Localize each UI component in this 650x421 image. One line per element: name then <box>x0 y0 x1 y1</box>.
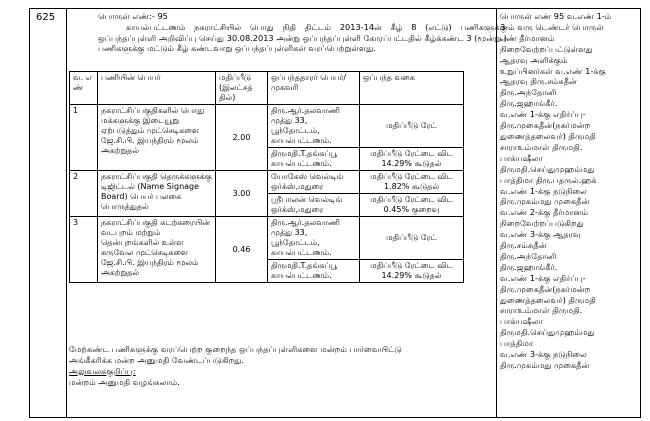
resolution-line: வ.எண் 1-க்கு நடுநிலை <box>500 185 587 196</box>
resolution-column <box>500 11 640 371</box>
row-sno: 2 <box>70 171 98 217</box>
resolution-line: திரு.முகம்மது முகைதீன் <box>500 196 590 207</box>
resolution-line: துணைத்தலைவர்) திருமதி <box>500 130 596 141</box>
footer-line: அலுவலககுறிப்பு: <box>69 365 136 376</box>
resolution-line: உறுப்பினர்கள் வ.எண் 1-க்கு <box>500 65 606 76</box>
row-work: நகராட்சிப்பகுதி கடற்கரையின் வடபுறம் மற்றும் தென்புறங்களில் உள்ள கருவேல முட்செடிகளை ஜே.சி.பி. இயந்திரம் மூலம் அகற்றுதல் <box>98 217 216 283</box>
resolution-line: ஆதரவு திரு.சம்சுதீன் <box>500 76 577 87</box>
resolution-line: வ.எண் 3-க்கு ஆதரவு <box>500 229 581 240</box>
bid-contractor: திருமதி.T.தங்கப்பூ காயல்பட்டணம். <box>268 260 360 283</box>
resolution-line: பாத்திமா <box>500 338 534 349</box>
resolution-line: திரு.முகைதீன்(நகர்மன்ற <box>500 120 591 131</box>
table-row <box>70 217 464 260</box>
resolution-line: பாத்திமா திரு.பதருல்.ஹக் <box>500 174 597 185</box>
resolution-line: திருமதி.செய்துமுஹம்மது <box>500 327 595 338</box>
row-estimate: 2.00 <box>216 105 268 171</box>
row-sno: 3 <box>70 217 98 283</box>
header-sno: வ. எ ண் <box>70 72 98 105</box>
resolution-line: நிறைவேற்றப்படுகிறது <box>500 218 584 229</box>
header-type: ஒப்பந்த வகை <box>360 72 464 105</box>
resolution-line: பொருள் எண் 95 வ.எண் 1-ம் <box>500 11 612 21</box>
item-number: 625 <box>36 12 56 23</box>
row-estimate: 0.46 <box>216 217 268 283</box>
resolution-line: வ.எண் 2-க்கு தீர்மானம் <box>500 207 589 218</box>
column-divider-left <box>66 9 67 417</box>
bid-type: மதிப்பீடு ரேட்டை விட 1.82% கூடுதல் <box>360 171 464 194</box>
resolution-line: பாக்யஷீலா <box>500 316 543 327</box>
row-estimate: 3.00 <box>216 171 268 217</box>
bid-type: மதிப்பீடு ரேட் <box>360 105 464 148</box>
bid-contractor: ஸ்ரீபாலன் வெல்டிங் ஒர்க்ஸ்,மதுரை <box>268 194 360 217</box>
column-divider-right <box>496 9 497 417</box>
footer-line: அங்கீகரிக்க மன்ற அனுமதி வேண்டப்படுகிறது. <box>69 354 244 365</box>
resolution-line: சாராஉம்மாள் திருமதி. <box>500 305 583 316</box>
bid-type: மதிப்பீடு ரேட்டை விட 0.45% குறைவு <box>360 194 464 217</box>
bid-type: மதிப்பீடு ரேட்டை விட 14.29% கூடுதல் <box>360 148 464 171</box>
resolution-line: திரு.ஜஹாங்கீர். <box>500 261 558 272</box>
resolution-line: திரு.சம்சுதீன் <box>500 240 547 251</box>
resolution-line: திரு.அந்தோனி <box>500 250 557 261</box>
resolution-line: வ.எண் 1-க்கு எதிர்ப்பு- <box>500 109 586 120</box>
resolution-line: திரு.ஜஹாங்கீர். <box>500 98 558 109</box>
header-contractor: ஒப்பந்ததாரர் பெயர்/ முகவரி <box>268 72 360 105</box>
subject-heading: பொருள் எண்:- 95 <box>98 11 168 21</box>
bid-type: மதிப்பீடு ரேட்டை விட 14.29% கூடுதல் <box>360 260 464 283</box>
resolution-line: வ.எண் 1-க்கு எதிர்ப்பு- <box>500 272 586 283</box>
header-work: பணியின் பெயர் <box>98 72 216 105</box>
resolution-line: 3-ம் வரு டெண்டர் பொருள் <box>500 21 604 32</box>
resolution-line: பாக்யஷீலா <box>500 152 543 163</box>
resolution-line: ஆதரவு அளிக்கும் <box>500 54 568 65</box>
footer-line: மேற்கண்ட பணிகளுக்கு வரப்பெற்ற குறைந்த ஒப்பந்தப்புள்ளிகளை மன்றம் பார்வையிட்டு <box>69 344 402 354</box>
row-sno: 1 <box>70 105 98 171</box>
record-frame <box>29 8 641 418</box>
header-estimate: மதிப்பீடு (இலட்சத் தில்) <box>216 72 268 105</box>
bid-contractor: திரு.ஆர்.தலவாணி முத்து 33, பூந்தோட்டம், காயல்பட்டணம். <box>268 217 360 260</box>
resolution-line: திரு.முகம்மது முகைதீன் <box>500 360 590 370</box>
agenda-footer <box>69 344 478 388</box>
bid-contractor: திரு.ஆர்.தலவாணி முத்து 33, பூந்தோட்டம், காயல்பட்டணம். <box>268 105 360 148</box>
row-work: நகராட்சிப்பகுதிகளில் பொது மக்களுக்கு இடையூறு ஏற்படுத்தும் முட்செடிகளை ஜே.சி.பி. இயந்திரம் மூலம் அகற்றுதல் <box>98 105 216 171</box>
table-row <box>70 171 464 194</box>
tender-table <box>69 71 464 283</box>
bid-contractor: யோகேஸ் வெல்டிங் ஒர்க்ஸ்,மதுரை <box>268 171 360 194</box>
resolution-line: நிறைவேற்றப்பட்டுள்ளது <box>500 43 593 54</box>
resolution-line: வ.எண் 3-க்கு நடுநிலை <box>500 349 587 360</box>
footer-line: மன்றம் அனுமதி வழங்கலாம். <box>69 376 180 387</box>
row-work: நகராட்சிப்பகுதி தெருக்களுக்கு டிஜிட்டல் (Name Signage Board) பெயர் பலகை பொருத்துதல் <box>98 171 216 217</box>
resolution-line: திருமதி.செய்துமுஹம்மது <box>500 163 595 174</box>
resolution-line: எண் தீர்மானம் <box>500 32 555 43</box>
main-paragraph: காயல்பட்டணம் நகராட்சியில் பொது நிதி திட்டம் 2013-14ன் கீழ் 8 (எட்டு) பணிகளுக்கு ஒப்பந்தப்புள்ளி அறிவிப்பு செய்து 30.08.2013 அன்று ஒப்பந்தப்புள்ளி கோரப்பட்டதில் கீழ்க்கண்ட 3 (மூன்று ) பணிகளுக்கு மட்டும் கீழ் கண்டவாறு ஒப்பந்தப்புள்ளிகள் வரப்பெற்றுள்ளது. <box>98 21 507 54</box>
resolution-line: துணைத்தலைவர்) திருமதி <box>500 294 596 305</box>
resolution-line: சாராஉம்மாள் திருமதி. <box>500 141 583 152</box>
resolution-line: திரு.முகைதீன்(நகர்மன்ற <box>500 283 591 294</box>
resolution-line: திரு.அந்தோனி <box>500 87 557 98</box>
bid-contractor: திருமதி.T.தங்கப்பூ காயல்பட்டணம். <box>268 148 360 171</box>
table-row <box>70 105 464 148</box>
bid-type: மதிப்பீடு ரேட் <box>360 217 464 260</box>
agenda-body <box>98 11 507 54</box>
table-header-row <box>70 72 464 105</box>
